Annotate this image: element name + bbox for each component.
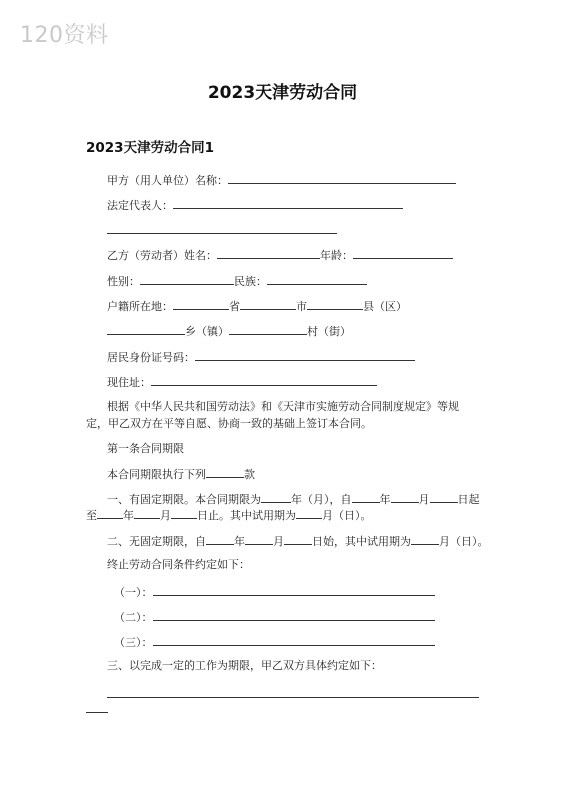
party-b-name-row [107, 246, 453, 264]
fixed-start-year-blank[interactable] [352, 490, 380, 503]
gender-label: 性别： [107, 275, 140, 288]
preamble-paragraph: 根据《中华人民共和国劳动法》和《天津市实施劳动合同制度规定》等规定，甲乙双方在平等自愿、协商一致的基础上签订本合同。 [86, 400, 459, 430]
section-title: 2023天津劳动合同1 [86, 140, 214, 156]
condition-1-label: （一）： [114, 586, 153, 599]
village-label: 村（街） [307, 325, 351, 338]
term-select-row [107, 465, 255, 483]
fixed-term-row-2 [86, 506, 372, 524]
fixed-term-text-c: 年 [379, 493, 391, 506]
city-label: 市 [296, 300, 307, 313]
fixed-term-text-e: 日起 [457, 493, 480, 506]
id-number-label: 居民身份证号码： [107, 351, 195, 364]
county-blank[interactable] [307, 297, 363, 310]
party-a-name-row [107, 171, 456, 189]
fixed-probation-blank[interactable] [296, 506, 322, 519]
fixed-term-text-j: 月（日）。 [322, 509, 372, 522]
party-b-name-label: 乙方（劳动者）姓名： [107, 249, 217, 262]
age-label: 年龄： [320, 249, 353, 262]
legal-rep-blank-continued[interactable] [107, 233, 337, 234]
id-number-row [107, 348, 415, 366]
township-blank[interactable] [107, 322, 185, 335]
condition-2-label: （二）： [114, 611, 153, 624]
township-label: 乡（镇） [185, 325, 229, 338]
open-term-text-b: 年 [234, 535, 245, 548]
condition-2-row [114, 608, 435, 626]
condition-2-blank[interactable] [153, 608, 435, 621]
age-blank[interactable] [353, 246, 453, 259]
fixed-start-day-blank[interactable] [430, 490, 458, 503]
party-a-name-blank[interactable] [228, 171, 456, 184]
fixed-start-month-blank[interactable] [391, 490, 419, 503]
city-blank[interactable] [240, 297, 296, 310]
legal-rep-row [107, 196, 403, 214]
open-term-text-c: 月 [273, 535, 284, 548]
watermark: 120资料 [20, 23, 109, 48]
hukou-row [107, 297, 407, 315]
article-1-heading: 第一条合同期限 [107, 442, 184, 455]
document-title: 2023天津劳动合同 [207, 83, 358, 103]
fixed-term-text-a: 一、有固定期限。本合同期限为 [107, 493, 261, 506]
fixed-term-text-g: 年 [123, 509, 134, 522]
address-row [107, 373, 377, 391]
open-start-year-blank[interactable] [206, 532, 234, 545]
condition-1-row [114, 583, 435, 601]
open-term-text-d: 日始，其中试用期为 [312, 535, 411, 548]
fixed-term-text-b: 年（月），自 [291, 493, 352, 506]
province-blank[interactable] [173, 297, 229, 310]
open-term-text-a: 二、无固定期限，自 [107, 535, 206, 548]
fixed-term-text-i: 日止。其中试用期为 [197, 509, 296, 522]
gender-blank[interactable] [140, 272, 234, 285]
gender-row [107, 272, 367, 290]
address-label: 现住址： [107, 376, 151, 389]
condition-3-row [114, 633, 435, 651]
hukou-label: 户籍所在地： [107, 300, 173, 313]
termination-heading: 终止劳动合同条件约定如下： [107, 558, 250, 571]
id-number-blank[interactable] [195, 348, 415, 361]
fixed-end-month-blank[interactable] [134, 506, 160, 519]
ethnic-blank[interactable] [267, 272, 367, 285]
fixed-term-length-blank[interactable] [261, 490, 291, 503]
fixed-end-year-blank[interactable] [97, 506, 123, 519]
open-start-month-blank[interactable] [245, 532, 273, 545]
task-based-blank[interactable] [107, 697, 479, 698]
condition-3-label: （三）： [114, 636, 153, 649]
township-row [107, 322, 351, 340]
condition-1-blank[interactable] [153, 583, 435, 596]
party-a-name-label: 甲方（用人单位）名称： [107, 174, 228, 187]
open-probation-blank[interactable] [411, 532, 439, 545]
village-blank[interactable] [229, 322, 307, 335]
fixed-term-text-f: 至 [86, 509, 97, 522]
fixed-end-day-blank[interactable] [171, 506, 197, 519]
term-select-blank[interactable] [206, 465, 244, 478]
open-term-text-e: 月（日）。 [439, 535, 489, 548]
task-based-blank-continued[interactable] [86, 712, 108, 713]
legal-rep-blank[interactable] [173, 196, 403, 209]
ethnic-label: 民族： [234, 275, 267, 288]
open-start-day-blank[interactable] [284, 532, 312, 545]
address-blank[interactable] [151, 373, 377, 386]
fixed-term-text-d: 月 [418, 493, 430, 506]
party-b-name-blank[interactable] [217, 246, 320, 259]
fixed-term-text-h: 月 [160, 509, 171, 522]
term-select-suffix: 款 [244, 468, 255, 481]
open-term-row [107, 532, 489, 550]
condition-3-blank[interactable] [153, 633, 435, 646]
county-label: 县（区） [363, 300, 407, 313]
legal-rep-label: 法定代表人： [107, 199, 173, 212]
term-select-prefix: 本合同期限执行下列 [107, 468, 206, 481]
task-based-term: 三、以完成一定的工作为期限，甲乙双方具体约定如下： [107, 659, 382, 672]
province-label: 省 [229, 300, 240, 313]
